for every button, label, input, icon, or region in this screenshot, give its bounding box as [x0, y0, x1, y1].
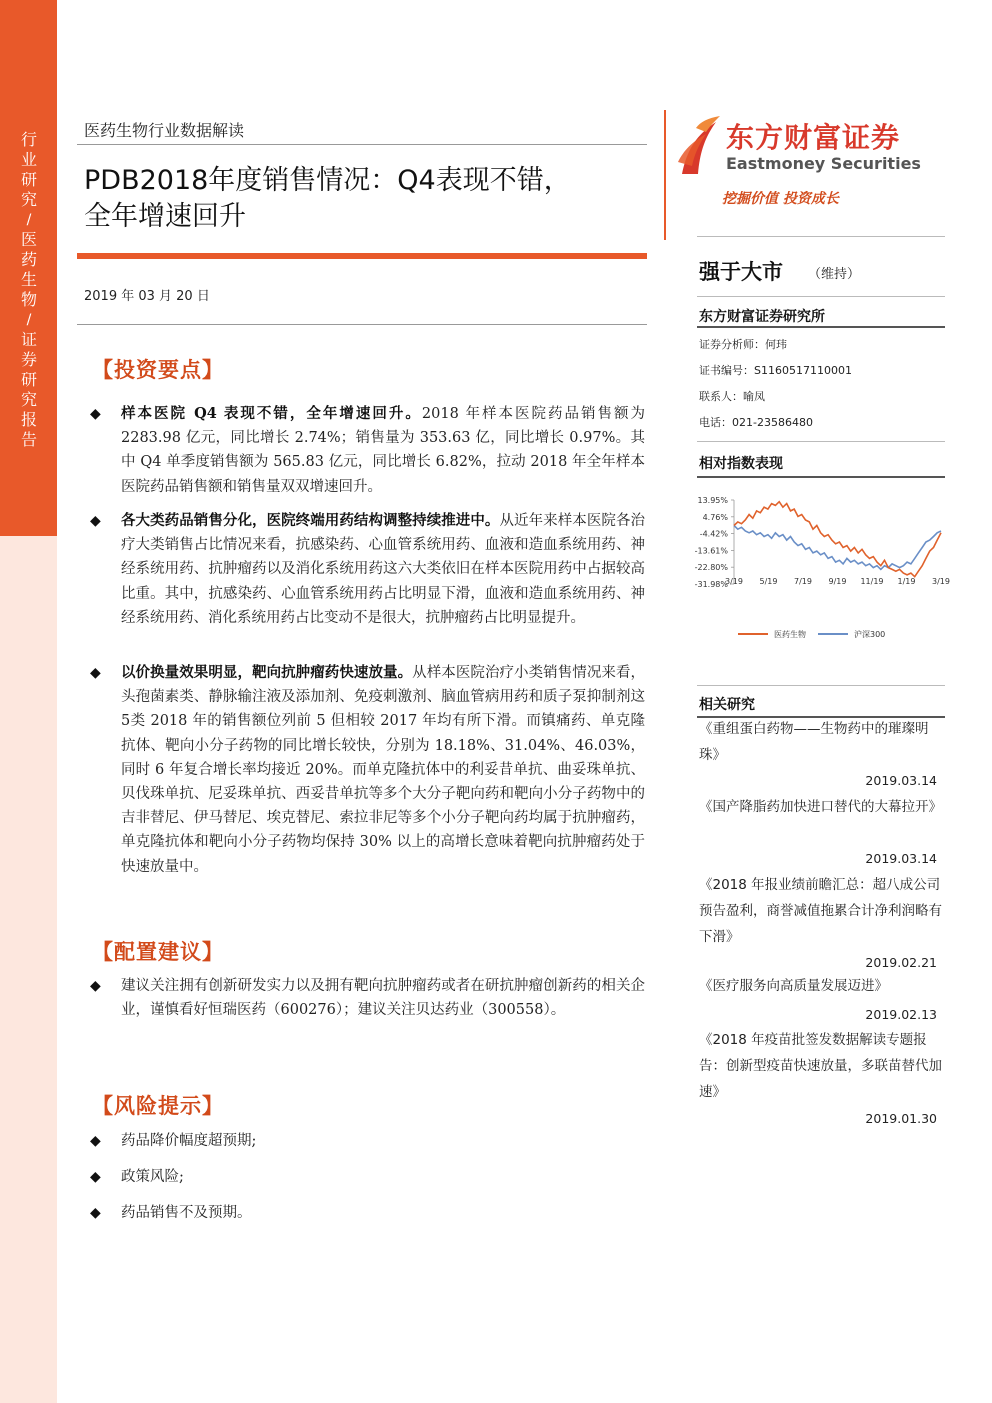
sidebar-part: 医药生物 — [20, 230, 37, 309]
date-rule — [77, 324, 647, 325]
sidebar-pale-band — [0, 536, 57, 1403]
x-tick-label: 5/19 — [759, 577, 778, 586]
contact: 联系人：喻凤 — [699, 390, 765, 403]
relative-index-title: 相对指数表现 — [699, 456, 783, 472]
risk-point — [90, 1201, 645, 1225]
rating-sub: （维持） — [808, 267, 861, 282]
slogan: 挖掘价值 投资成长 — [722, 191, 839, 207]
title-line: 全年增速回升 — [84, 201, 246, 232]
legend-label: 沪深300 — [854, 630, 886, 639]
sidebar-separator: / — [26, 312, 32, 328]
bullet-diamond-icon: ◆ — [90, 1205, 101, 1221]
bullet-diamond-icon: ◆ — [90, 1169, 101, 1185]
series-line — [734, 502, 941, 577]
risk-point-text: 药品降价幅度超预期; — [121, 1133, 257, 1149]
related-item[interactable]: 《重组蛋白药物——生物药中的璀璨明珠》 — [699, 721, 929, 763]
related-item[interactable]: 《医疗服务向高质量发展迈进》 — [699, 978, 888, 994]
right-rule — [697, 236, 945, 237]
right-rule — [697, 441, 945, 442]
header-divider — [664, 110, 666, 240]
rating-label: 强于大市 — [699, 260, 783, 284]
invest-point-text: 2018 年样本医院药品销售额为 2283.98 亿元，同比增长 2.74%；销售量为 353.63 亿，同比增长 0.97%。其中 Q4 单季度销售额为 565.83 亿元，同比增长 6.82%，拉动 2018 年全年样本医院药品销售额和销售量双双增速回升。 — [121, 406, 645, 495]
title-rule — [77, 253, 647, 259]
bullet-diamond-icon: ◆ — [90, 978, 101, 994]
analyst: 证券分析师：何玮 — [699, 338, 787, 351]
sidebar-label — [15, 130, 43, 450]
config-point — [90, 974, 645, 1022]
related-item[interactable]: 《2018 年报业绩前瞻汇总：超八成公司预告盈利，商誉减值拖累合计净利润略有下滑》 — [699, 877, 942, 945]
sidebar-part: 行业研究 — [20, 130, 37, 209]
y-tick-label: -4.42% — [699, 529, 728, 539]
bullet-diamond-icon: ◆ — [90, 665, 101, 681]
x-tick-label: 3/19 — [725, 577, 743, 586]
risk-point-text: 药品销售不及预期。 — [121, 1205, 252, 1221]
legend-label: 医药生物 — [774, 630, 806, 639]
invest-point — [90, 661, 645, 879]
right-rule — [697, 685, 945, 686]
config-section-title: 【配置建议】 — [92, 940, 224, 964]
y-tick-label: -13.61% — [694, 546, 728, 556]
related-date: 2019.02.21 — [865, 955, 937, 970]
right-rule — [697, 296, 945, 297]
x-tick-label: 9/19 — [828, 577, 847, 586]
related-title: 相关研究 — [699, 697, 755, 713]
invest-point-text: 从样本医院治疗小类销售情况来看，头孢菌素类、静脉输注液及添加剂、免疫刺激剂、脑血管病用药和质子泵抑制剂这5类 2018 年的销售额位列前 5 但相较 2017 年均有所下滑。而镇痛药、单克隆抗体、靶向小分子药物的同比增长较快，分别为 18.18%、31.04%、46.03%，同时 6 年复合增长率均接近 20%。而单克隆抗体中的利妥昔单抗、曲妥珠单抗、贝伐珠单抗、尼妥珠单抗、西妥昔单抗等多个大分子靶向药和靶向小分子药物中的吉非替尼、伊马替尼、埃克替尼、索拉非尼等多个小分子靶向药均属于抗肿瘤药，单克隆抗体和靶向小分子药物均保持 30% 以上的高增长意味着靶向抗肿瘤药处于快速放量中。 — [121, 665, 646, 875]
x-tick-label: 3/19 — [932, 577, 950, 586]
right-rule-dark — [697, 326, 945, 328]
invest-point — [90, 402, 645, 499]
invest-point-lead: 以价换量效果明显，靶向抗肿瘤药快速放量。 — [121, 664, 413, 681]
cert-number: 证书编号：S1160517110001 — [699, 364, 852, 377]
relative-index-chart — [686, 486, 948, 646]
y-tick-label: 4.76% — [702, 512, 728, 522]
y-tick-label: 13.95% — [697, 496, 728, 505]
bullet-diamond-icon: ◆ — [90, 406, 101, 422]
risk-point-text: 政策风险; — [121, 1169, 184, 1185]
risk-point — [90, 1165, 645, 1189]
related-date: 2019.01.30 — [865, 1111, 937, 1126]
doc-type: 医药生物行业数据解读 — [84, 121, 245, 140]
report-date: 2019 年 03 月 20 日 — [84, 289, 210, 304]
related-date: 2019.03.14 — [865, 773, 937, 788]
sidebar-part: 证券研究报告 — [20, 330, 37, 449]
phone: 电话：021-23586480 — [699, 416, 813, 429]
invest-point-lead: 样本医院 Q4 表现不错，全年增速回升。 — [121, 405, 422, 422]
related-item[interactable]: 《国产降脂药加快进口替代的大幕拉开》 — [699, 799, 942, 815]
invest-point — [90, 509, 645, 630]
page-title — [84, 163, 644, 235]
logo-mark-icon — [676, 114, 724, 178]
y-tick-label: -31.98% — [694, 580, 728, 589]
logo-en: Eastmoney Securities — [726, 154, 921, 173]
header-rule — [77, 144, 647, 145]
invest-section-title: 【投资要点】 — [92, 358, 224, 382]
series-line — [734, 526, 941, 570]
invest-point-lead: 各大类药品销售分化，医院终端用药结构调整持续推进中。 — [121, 512, 500, 529]
risk-point — [90, 1129, 645, 1153]
sidebar-separator: / — [26, 212, 32, 228]
invest-point-text: 从近年来样本医院各治疗大类销售占比情况来看，抗感染药、心血管系统用药、血液和造血系统用药、神经系统用药、抗肿瘤药以及消化系统用药这六大类依旧在样本医院用药中占据较高比重。其中，抗感染药、心血管系统用药占比明显下滑，血液和造血系统用药、神经系统用药、消化系统用药占比变动不是很大，抗肿瘤药占比明显提升。 — [121, 513, 645, 626]
config-point-text: 建议关注拥有创新研发实力以及拥有靶向抗肿瘤药或者在研抗肿瘤创新药的相关企业，谨慎看好恒瑞医药（600276）；建议关注贝达药业（300558）。 — [121, 978, 645, 1019]
x-tick-label: 1/19 — [897, 577, 916, 586]
risk-section-title: 【风险提示】 — [92, 1094, 224, 1118]
related-item[interactable]: 《2018 年疫苗批签发数据解读专题报告：创新型疫苗快速放量，多联苗替代加速》 — [699, 1032, 942, 1100]
related-date: 2019.03.14 — [865, 851, 937, 866]
institute-name: 东方财富证券研究所 — [699, 309, 825, 325]
bullet-diamond-icon: ◆ — [90, 513, 101, 529]
logo-cn: 东方财富证券 — [726, 121, 901, 154]
related-date: 2019.02.13 — [865, 1007, 937, 1022]
bullet-diamond-icon: ◆ — [90, 1133, 101, 1149]
title-line: PDB2018年度销售情况：Q4表现不错， — [84, 165, 571, 196]
company-logo — [676, 112, 946, 182]
x-tick-label: 11/19 — [860, 577, 884, 586]
y-tick-label: -22.80% — [694, 563, 728, 573]
right-rule-dark — [697, 476, 945, 478]
x-tick-label: 7/19 — [794, 577, 812, 586]
